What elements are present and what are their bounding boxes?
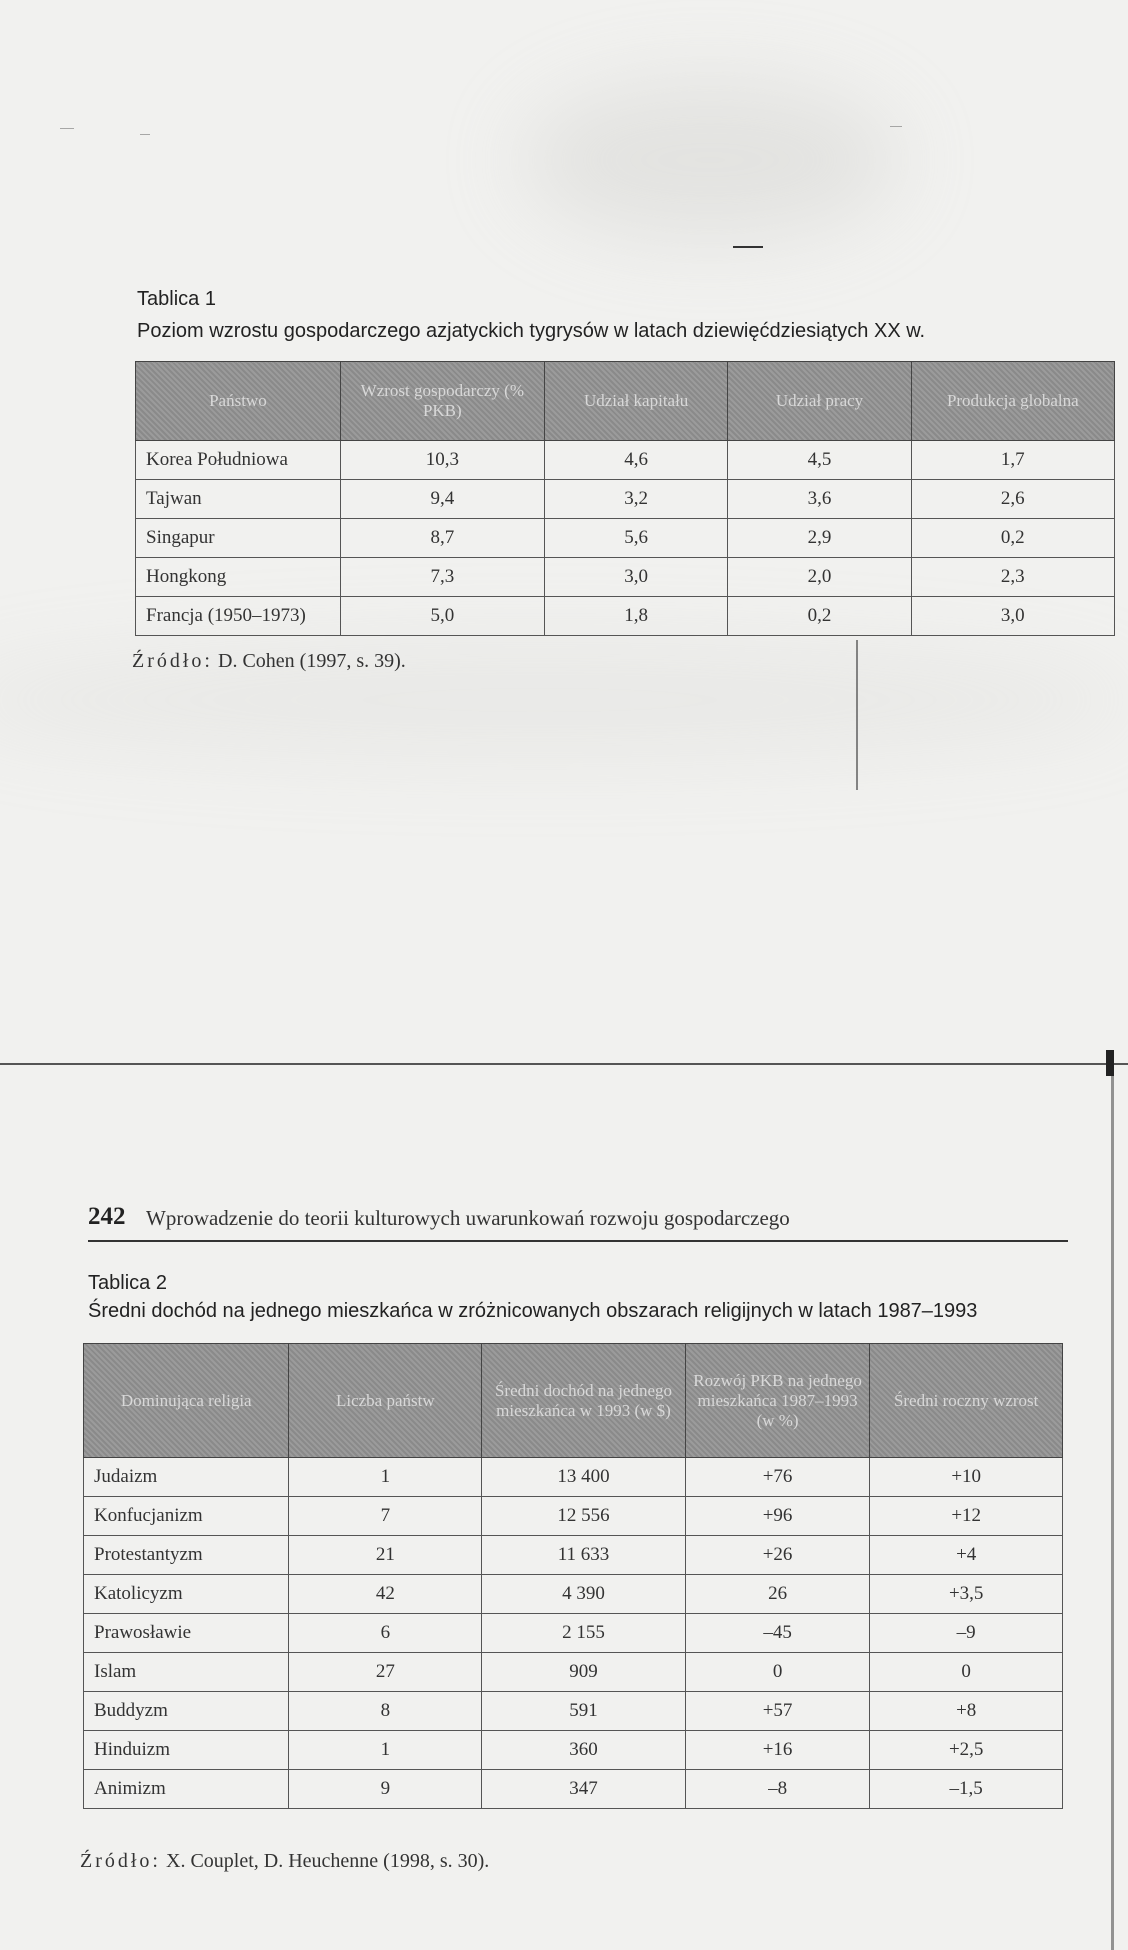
table-cell: 10,3 xyxy=(340,441,544,480)
table-cell: Hinduizm xyxy=(84,1731,289,1770)
table-cell: 13 400 xyxy=(482,1458,686,1497)
table-row xyxy=(136,441,1115,480)
table-cell: 0 xyxy=(685,1653,870,1692)
table-row xyxy=(136,597,1115,636)
table-row xyxy=(84,1653,1063,1692)
table1-label: Tablica 1 xyxy=(137,288,216,310)
table-row xyxy=(84,1614,1063,1653)
scan-smudge xyxy=(520,80,900,240)
table-row xyxy=(84,1731,1063,1770)
table-cell: 1 xyxy=(289,1731,482,1770)
table-cell: 4,5 xyxy=(728,441,911,480)
table-cell: 0 xyxy=(870,1653,1063,1692)
table-cell: 1 xyxy=(289,1458,482,1497)
scan-dash xyxy=(140,134,150,135)
source-label: Źródło: xyxy=(132,650,213,672)
table-cell: 1,7 xyxy=(911,441,1114,480)
table-cell: 2,3 xyxy=(911,558,1114,597)
table-cell: Francja (1950–1973) xyxy=(136,597,341,636)
table2-header-cell: Liczba państw xyxy=(289,1344,482,1458)
table-cell: 12 556 xyxy=(482,1497,686,1536)
table-cell: 360 xyxy=(482,1731,686,1770)
table-cell: Konfucjanizm xyxy=(84,1497,289,1536)
table-cell: 5,6 xyxy=(544,519,728,558)
table2-label: Tablica 2 xyxy=(88,1272,167,1294)
table-cell: 42 xyxy=(289,1575,482,1614)
table-cell: Katolicyzm xyxy=(84,1575,289,1614)
table-cell: +12 xyxy=(870,1497,1063,1536)
page-divider xyxy=(0,1063,1128,1065)
table-cell: 21 xyxy=(289,1536,482,1575)
table-row xyxy=(136,519,1115,558)
table-cell: 6 xyxy=(289,1614,482,1653)
table-cell: –45 xyxy=(685,1614,870,1653)
table2-header-cell: Dominująca religia xyxy=(84,1344,289,1458)
table-cell: +26 xyxy=(685,1536,870,1575)
table-cell: 2 155 xyxy=(482,1614,686,1653)
table-cell: 3,6 xyxy=(728,480,911,519)
table-cell: 2,9 xyxy=(728,519,911,558)
source-text: X. Couplet, D. Heuchenne (1998, s. 30). xyxy=(166,1850,490,1872)
scan-mark xyxy=(733,246,763,248)
table-cell: +10 xyxy=(870,1458,1063,1497)
table-cell: 26 xyxy=(685,1575,870,1614)
table2-header-cell: Średni dochód na jednego mieszkańca w 1993 (w $) xyxy=(482,1344,686,1458)
table-cell: Singapur xyxy=(136,519,341,558)
table1-header-cell: Wzrost gospodarczy (% PKB) xyxy=(340,362,544,441)
table-cell: 0,2 xyxy=(728,597,911,636)
table-cell: +8 xyxy=(870,1692,1063,1731)
table-cell: –9 xyxy=(870,1614,1063,1653)
table-cell: Buddyzm xyxy=(84,1692,289,1731)
table-cell: Islam xyxy=(84,1653,289,1692)
table-cell: Tajwan xyxy=(136,480,341,519)
table1-source xyxy=(132,650,406,673)
table-row xyxy=(136,480,1115,519)
table-row xyxy=(84,1458,1063,1497)
table-cell: 591 xyxy=(482,1692,686,1731)
table-cell: +3,5 xyxy=(870,1575,1063,1614)
table-cell: 3,0 xyxy=(911,597,1114,636)
table-cell: Korea Południowa xyxy=(136,441,341,480)
table-cell: –1,5 xyxy=(870,1770,1063,1809)
table-cell: 3,2 xyxy=(544,480,728,519)
table-cell: 7 xyxy=(289,1497,482,1536)
table2-header-cell: Średni roczny wzrost xyxy=(870,1344,1063,1458)
source-text: D. Cohen (1997, s. 39). xyxy=(218,650,406,672)
table-cell: 2,0 xyxy=(728,558,911,597)
table-cell: 4,6 xyxy=(544,441,728,480)
table1 xyxy=(135,361,1115,636)
page-number: 242 xyxy=(88,1203,126,1230)
table-cell: Hongkong xyxy=(136,558,341,597)
table-cell: +57 xyxy=(685,1692,870,1731)
table-cell: 4 390 xyxy=(482,1575,686,1614)
table-cell: 3,0 xyxy=(544,558,728,597)
table-cell: 2,6 xyxy=(911,480,1114,519)
table1-header-row xyxy=(136,362,1115,441)
table-cell: –8 xyxy=(685,1770,870,1809)
table-cell: 9,4 xyxy=(340,480,544,519)
table-cell: Animizm xyxy=(84,1770,289,1809)
source-label: Źródło: xyxy=(80,1850,161,1872)
table-cell: 0,2 xyxy=(911,519,1114,558)
table-row xyxy=(84,1575,1063,1614)
table-row xyxy=(136,558,1115,597)
scan-dash xyxy=(60,128,74,129)
table-row xyxy=(84,1497,1063,1536)
table-cell: 7,3 xyxy=(340,558,544,597)
table1-header-cell: Udział kapitału xyxy=(544,362,728,441)
table-cell: +16 xyxy=(685,1731,870,1770)
table-cell: 8,7 xyxy=(340,519,544,558)
table2-title: Średni dochód na jednego mieszkańca w zróżnicowanych obszarach religijnych w latach 1987–1993 xyxy=(88,1300,978,1322)
table1-header-cell: Udział pracy xyxy=(728,362,911,441)
table2 xyxy=(83,1343,1063,1809)
table-row xyxy=(84,1536,1063,1575)
table-cell: +76 xyxy=(685,1458,870,1497)
header-rule xyxy=(88,1240,1068,1242)
table2-header-row xyxy=(84,1344,1063,1458)
running-title: Wprowadzenie do teorii kulturowych uwarunkowań rozwoju gospodarczego xyxy=(146,1206,790,1230)
scan-mark xyxy=(856,640,858,790)
table2-header-cell: Rozwój PKB na jednego mieszkańca 1987–1993 (w %) xyxy=(685,1344,870,1458)
table1-header-cell: Państwo xyxy=(136,362,341,441)
table-row xyxy=(84,1770,1063,1809)
table-cell: Protestantyzm xyxy=(84,1536,289,1575)
page-edge xyxy=(1106,1050,1114,1076)
table2-source xyxy=(80,1850,489,1873)
scan-dash xyxy=(890,126,902,127)
table-row xyxy=(84,1692,1063,1731)
table-cell: 347 xyxy=(482,1770,686,1809)
table-cell: 8 xyxy=(289,1692,482,1731)
table1-title: Poziom wzrostu gospodarczego azjatyckich tygrysów w latach dziewięćdziesiątych XX w. xyxy=(137,320,926,342)
table-cell: Prawosławie xyxy=(84,1614,289,1653)
table-cell: 11 633 xyxy=(482,1536,686,1575)
table-cell: Judaizm xyxy=(84,1458,289,1497)
table1-header-cell: Produkcja globalna xyxy=(911,362,1114,441)
table-cell: 5,0 xyxy=(340,597,544,636)
page-edge xyxy=(1111,1050,1114,1950)
table-cell: +2,5 xyxy=(870,1731,1063,1770)
table-cell: +96 xyxy=(685,1497,870,1536)
table-cell: 9 xyxy=(289,1770,482,1809)
table-cell: +4 xyxy=(870,1536,1063,1575)
table-cell: 1,8 xyxy=(544,597,728,636)
table-cell: 27 xyxy=(289,1653,482,1692)
table-cell: 909 xyxy=(482,1653,686,1692)
